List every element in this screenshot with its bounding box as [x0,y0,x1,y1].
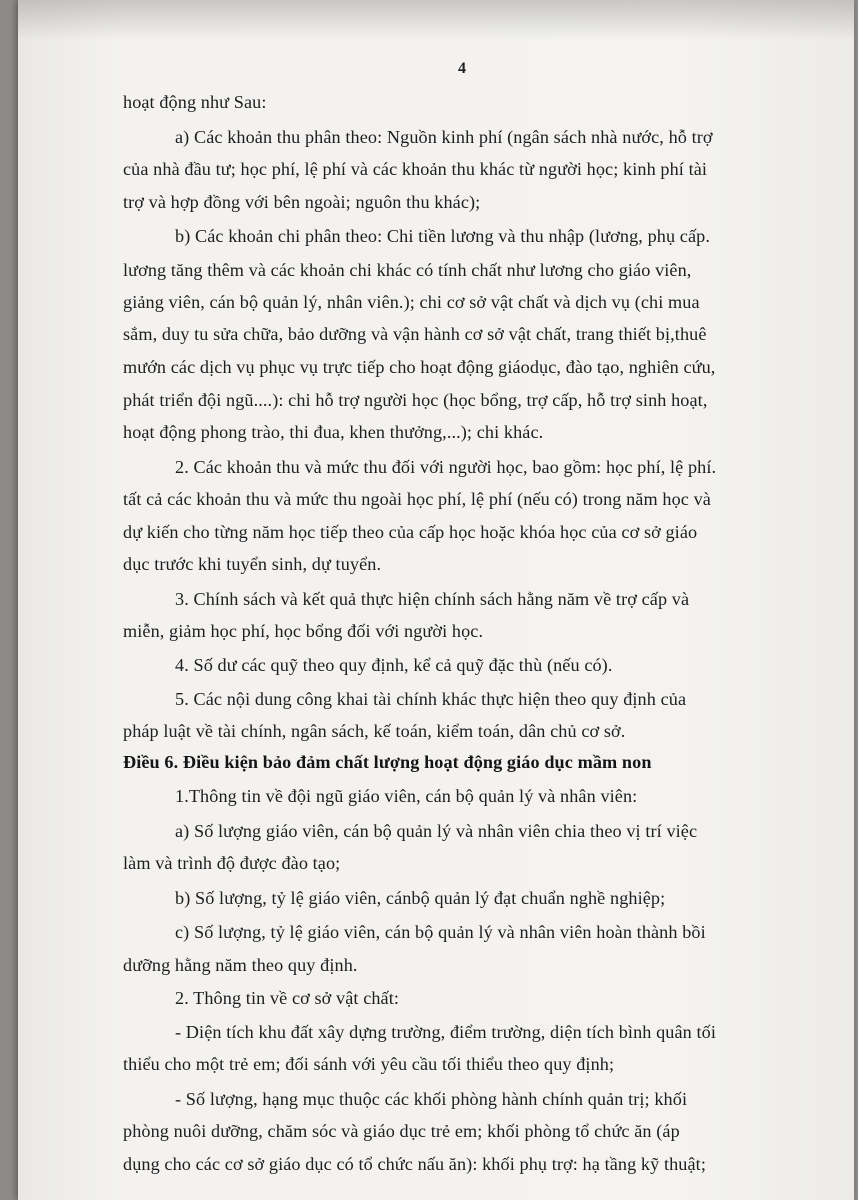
text-line: b) Các khoản chi phân theo: Chi tiền lương và thu nhập (lương, phụ cấp. [175,226,710,246]
text-line: miễn, giảm học phí, học bổng đối với người học. [123,621,484,641]
text-line: dưỡng hằng năm theo quy định. [123,955,358,975]
text-line: tất cả các khoản thu và mức thu ngoài học phí, lệ phí (nếu có) trong năm học và [123,489,711,509]
document-page [18,0,854,1200]
text-line: dục trước khi tuyển sinh, dự tuyển. [123,554,382,574]
text-line: dự kiến cho từng năm học tiếp theo của cấp học hoặc khóa học của cơ sở giáo [123,522,698,542]
page-number: 4 [458,60,466,77]
text-line: pháp luật về tài chính, ngân sách, kế toán, kiểm toán, dân chủ cơ sở. [123,721,626,741]
text-line: 2. Thông tin về cơ sở vật chất: [175,988,400,1008]
text-line: sắm, duy tu sửa chữa, bảo dưỡng và vận hành cơ sở vật chất, trang thiết bị,thuê [123,324,707,344]
text-line: 4. Số dư các quỹ theo quy định, kể cả quỹ đặc thù (nếu có). [175,655,613,675]
text-line: 1.Thông tin về đội ngũ giáo viên, cán bộ quản lý và nhân viên: [175,786,638,806]
text-line: b) Số lượng, tỷ lệ giáo viên, cánbộ quản lý đạt chuẩn nghề nghiệp; [175,888,666,908]
text-line: hoạt động như Sau: [123,92,267,112]
text-line: hoạt động phong trào, thi đua, khen thưởng,...); chi khác. [123,422,544,442]
text-line: 2. Các khoản thu và mức thu đối với người học, bao gồm: học phí, lệ phí. [175,457,717,477]
text-line: giảng viên, cán bộ quản lý, nhân viên.); chi cơ sở vật chất và dịch vụ (chi mua [123,292,700,312]
text-line: 3. Chính sách và kết quả thực hiện chính sách hằng năm về trợ cấp và [175,589,690,609]
text-line: mướn các dịch vụ phục vụ trực tiếp cho hoạt động giáodục, đào tạo, nghiên cứu, [123,357,716,377]
text-line: thiểu cho một trẻ em; đối sánh với yêu cầu tối thiểu theo quy định; [123,1054,615,1074]
section-heading: Điều 6. Điều kiện bảo đảm chất lượng hoạt động giáo dục mầm non [123,752,652,772]
page-shadow [18,0,854,40]
text-line: phát triển đội ngũ....): chi hỗ trợ người học (học bổng, trợ cấp, hỗ trợ sinh hoạt, [123,390,708,410]
text-line: a) Số lượng giáo viên, cán bộ quản lý và nhân viên chia theo vị trí việc [175,821,698,841]
text-line: trợ và hợp đồng với bên ngoài; nguôn thu khác); [123,192,481,212]
text-line: 5. Các nội dung công khai tài chính khác thực hiện theo quy định của [175,689,687,709]
text-line: - Diện tích khu đất xây dựng trường, điểm trường, diện tích bình quân tối [175,1022,717,1042]
text-line: của nhà đầu tư; học phí, lệ phí và các khoản thu khác từ người học; kinh phí tài [123,159,708,179]
text-line: - Số lượng, hạng mục thuộc các khối phòng hành chính quản trị; khối [175,1089,688,1109]
text-line: dụng cho các cơ sở giáo dục có tổ chức nấu ăn): khối phụ trợ: hạ tầng kỹ thuật; [123,1154,706,1174]
text-line: a) Các khoản thu phân theo: Nguồn kinh phí (ngân sách nhà nước, hỗ trợ [175,127,713,147]
text-line: phòng nuôi dưỡng, chăm sóc và giáo dục trẻ em; khối phòng tổ chức ăn (áp [123,1121,680,1141]
text-line: lương tăng thêm và các khoản chi khác có tính chất như lương cho giáo viên, [123,260,692,280]
text-line: c) Số lượng, tỷ lệ giáo viên, cán bộ quản lý và nhân viên hoàn thành bồi [175,922,706,942]
text-line: làm và trình độ được đào tạo; [123,853,341,873]
